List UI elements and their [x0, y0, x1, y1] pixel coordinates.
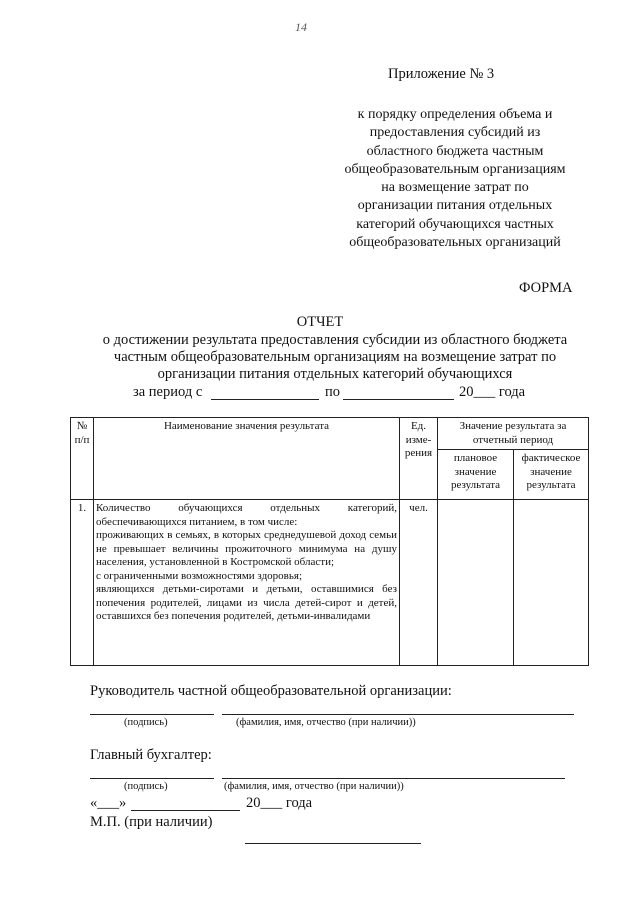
page-number: 14 [295, 20, 307, 34]
header-plan: плановое значение результата [438, 450, 514, 500]
accountant-sign-field[interactable] [90, 778, 214, 779]
report-subtitle [75, 332, 595, 383]
row-num: 1. [71, 500, 94, 666]
header-num: № п/п [71, 418, 94, 500]
closing-line [245, 843, 421, 844]
header-value: Значение результата за отчетный период [438, 418, 589, 450]
date-month-field[interactable] [131, 810, 240, 811]
subtitle-line: частным общеобразовательным организациям на возмещение затрат по [113, 349, 557, 365]
row-plan-cell[interactable] [438, 500, 514, 666]
header-unit: Ед. изме-рения [400, 418, 438, 500]
form-label: ФОРМА [519, 280, 573, 296]
appendix-title: Приложение № 3 [388, 66, 495, 82]
appendix-line: к порядку определения объема и [357, 107, 553, 122]
row-unit: чел. [400, 500, 438, 666]
row-paragraph: Количество обучающихся отдельных категорий, обеспечивающихся питанием, в том числе: [96, 502, 397, 528]
row-name [94, 500, 400, 666]
header-name: Наименование значения результата [94, 418, 400, 500]
appendix-line: общеобразовательным организациям [344, 161, 566, 177]
period-end-field[interactable] [343, 399, 454, 400]
head-name-field[interactable] [222, 714, 574, 715]
appendix-text [330, 106, 580, 252]
stamp-label: М.П. (при наличии) [90, 814, 213, 830]
report-table [70, 417, 589, 666]
accountant-name-field[interactable] [222, 778, 565, 779]
appendix-line: категорий обучающихся частных [356, 216, 554, 232]
report-title: ОТЧЕТ [296, 314, 344, 330]
period-line [133, 384, 202, 401]
appendix-line: областного бюджета частным [366, 143, 544, 159]
period-prefix: за период с [133, 384, 203, 400]
head-label: Руководитель частной общеобразовательной организации: [90, 683, 452, 699]
period-start-field[interactable] [211, 399, 319, 400]
subtitle-line: о достижении результата предоставления субсидии из областного бюджета [102, 332, 568, 348]
row-paragraph: проживающих в семьях, в которых среднедушевой доход семьи не превышает величины прожиточного минимума на душу населения, установленной в Костромской области; [96, 529, 397, 568]
accountant-sign-caption: (подпись) [124, 781, 168, 792]
appendix-line: на возмещение затрат по [381, 180, 529, 196]
accountant-name-caption: (фамилия, имя, отчество (при наличии)) [224, 781, 404, 792]
appendix-line: предоставления субсидий из [369, 125, 541, 141]
date-day: «___» [90, 795, 127, 811]
appendix-line: организации питания отдельных [357, 198, 553, 214]
table-row [71, 500, 589, 666]
period-mid: по [325, 384, 341, 400]
appendix-line: общеобразовательных организаций [349, 235, 561, 251]
header-fact: фактическое значение результата [514, 450, 589, 500]
date-year: 20___ года [246, 795, 313, 811]
subtitle-line: организации питания отдельных категорий обучающихся [157, 366, 513, 382]
head-name-caption: (фамилия, имя, отчество (при наличии)) [236, 717, 416, 728]
accountant-label: Главный бухгалтер: [90, 747, 212, 763]
row-fact-cell[interactable] [514, 500, 589, 666]
head-sign-field[interactable] [90, 714, 214, 715]
head-sign-caption: (подпись) [124, 717, 168, 728]
row-paragraph: являющихся детьми-сиротами и детьми, оставшимися без попечения родителей, лицами из числа детей-сирот и детей, оставшихся без попечения родителей, детьми-инвалидами [96, 583, 397, 622]
period-year: 20___ года [459, 384, 526, 400]
row-paragraph: с ограниченными возможностями здоровья; [96, 569, 303, 582]
